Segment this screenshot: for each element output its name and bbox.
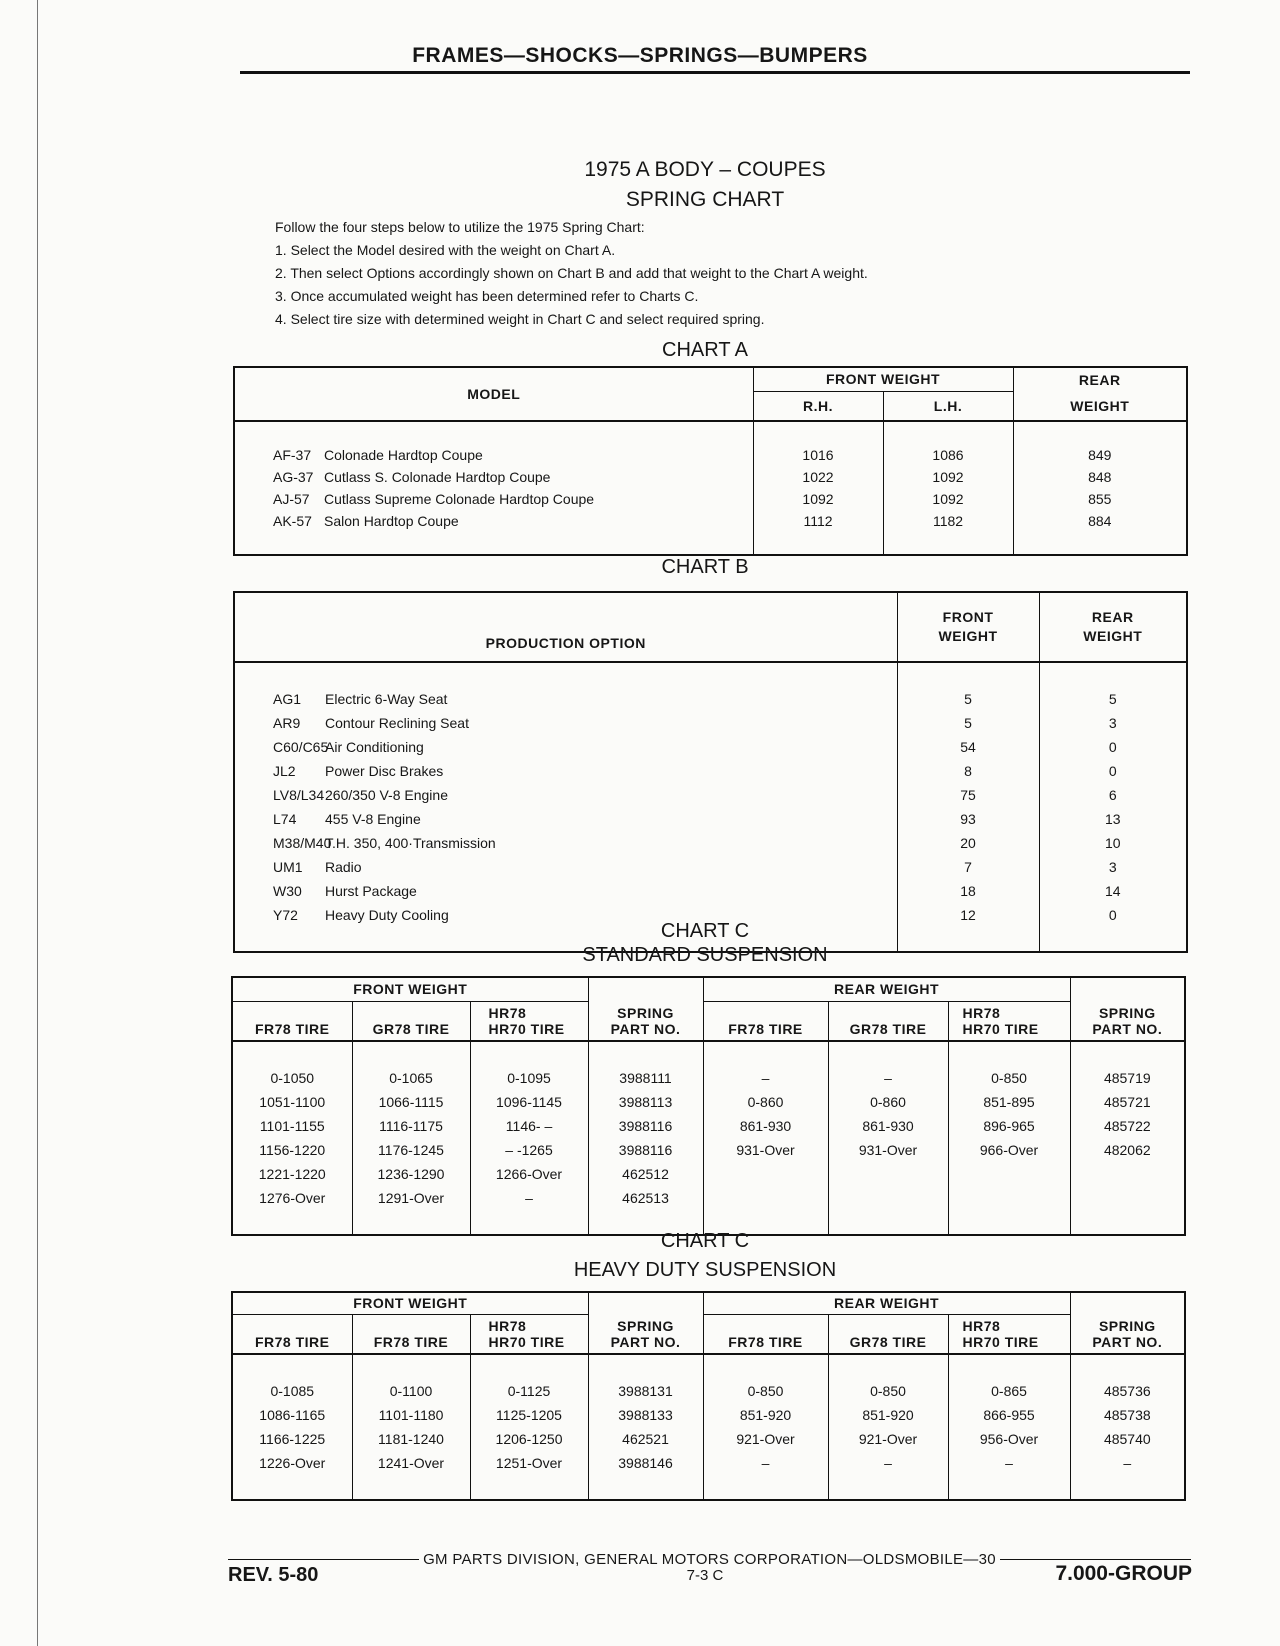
front-weight: 93	[897, 807, 1039, 831]
std-rear-gr78-header: GR78 TIRE	[828, 1001, 948, 1041]
front-weight: 75	[897, 783, 1039, 807]
hd-spring-label: SPRING	[617, 1318, 674, 1334]
std-front-hr78-label: HR78	[488, 1005, 527, 1021]
chart-b-header-front: FRONT	[897, 592, 1039, 626]
front-weight: 5	[897, 711, 1039, 735]
cell	[948, 1162, 1070, 1186]
cell: 0-1125	[470, 1379, 588, 1403]
cell: 931-Over	[703, 1138, 828, 1162]
chart-b-header-rear-weight: WEIGHT	[1039, 626, 1187, 662]
table-row	[234, 807, 1187, 831]
std-front-gr78-header: GR78 TIRE	[352, 1001, 470, 1041]
cell: 931-Over	[828, 1138, 948, 1162]
hd-front-hr78-label: HR78	[488, 1318, 527, 1334]
option-desc: Contour Reclining Seat	[325, 715, 469, 731]
cell: 485721	[1070, 1090, 1185, 1114]
cell: 485738	[1070, 1403, 1185, 1427]
cell: 851-895	[948, 1090, 1070, 1114]
std-front-weight-header: FRONT WEIGHT	[232, 977, 588, 1001]
option-code: Y72	[273, 907, 298, 923]
cell: –	[470, 1186, 588, 1210]
cell: 1206-1250	[470, 1427, 588, 1451]
option-code: LV8/L34	[273, 787, 325, 803]
instruction-step: 3. Once accumulated weight has been determined refer to Charts C.	[275, 288, 699, 304]
front-lh: 1092	[883, 488, 1013, 510]
chart-c-heavy-title: CHART C	[660, 1230, 750, 1252]
table-row	[234, 831, 1187, 855]
cell: 0-860	[828, 1090, 948, 1114]
hd-rear-spring-header	[1070, 1292, 1185, 1354]
option-code: AG1	[273, 691, 302, 707]
chart-c-standard-subtitle: STANDARD SUSPENSION	[582, 944, 828, 966]
cell: 3988116	[588, 1138, 703, 1162]
hd-rear-spring-label: SPRING	[1098, 1318, 1156, 1334]
cell: 1276-Over	[259, 1190, 326, 1206]
cell: 1236-1290	[352, 1162, 470, 1186]
cell: 1221-1220	[258, 1166, 326, 1182]
cell: 3988146	[588, 1451, 703, 1475]
chart-a-header-front-weight: FRONT WEIGHT	[753, 367, 1013, 391]
model-desc: Cutlass Supreme Colonade Hardtop Coupe	[324, 491, 595, 507]
cell	[828, 1186, 948, 1210]
cell: 866-955	[948, 1403, 1070, 1427]
cell	[703, 1186, 828, 1210]
front-rh: 1016	[753, 444, 883, 466]
chart-a-table	[233, 366, 1188, 556]
table-row	[234, 783, 1187, 807]
cell: 0-850	[703, 1379, 828, 1403]
option-desc: 260/350 V-8 Engine	[325, 787, 448, 803]
option-desc: 455 V-8 Engine	[325, 811, 421, 827]
rear-weight: 13	[1039, 807, 1187, 831]
cell: –	[1070, 1451, 1185, 1475]
std-rear-spring-header	[1070, 977, 1185, 1041]
cell: 485736	[1070, 1379, 1185, 1403]
front-rh: 1022	[753, 466, 883, 488]
footer-group: 7.000-GROUP	[1055, 1562, 1192, 1585]
model-desc: Colonade Hardtop Coupe	[324, 447, 483, 463]
option-desc: Electric 6-Way Seat	[325, 691, 448, 707]
front-weight: 54	[897, 735, 1039, 759]
table-row	[234, 759, 1187, 783]
table-row	[232, 1427, 1185, 1451]
footer-division: GM PARTS DIVISION, GENERAL MOTORS CORPORATION—OLDSMOBILE—30	[423, 1551, 996, 1568]
cell: 3988111	[588, 1066, 703, 1090]
table-row	[232, 1090, 1185, 1114]
rear-weight: 849	[1013, 444, 1187, 466]
option-code: M38/M40	[273, 835, 332, 851]
rear-weight: 0	[1039, 903, 1187, 927]
option-desc: Hurst Package	[325, 883, 417, 899]
footer-page-number: 7-3 C	[686, 1567, 724, 1584]
cell: 896-965	[948, 1114, 1070, 1138]
model-desc: Salon Hardtop Coupe	[324, 513, 459, 529]
cell: 0-850	[828, 1379, 948, 1403]
page-margin-line	[37, 0, 38, 1646]
front-weight: 7	[897, 855, 1039, 879]
cell: 485740	[1070, 1427, 1185, 1451]
cell: 485722	[1070, 1114, 1185, 1138]
cell: 1241-Over	[352, 1451, 470, 1475]
chart-a-header-model: MODEL	[234, 367, 753, 421]
front-weight: 8	[897, 759, 1039, 783]
model-code: AJ-57	[273, 491, 310, 507]
rear-weight: 0	[1039, 735, 1187, 759]
rear-weight: 3	[1039, 855, 1187, 879]
cell: 462512	[588, 1162, 703, 1186]
chart-a-header-rear: REAR	[1013, 367, 1187, 391]
table-row	[232, 1162, 1185, 1186]
front-rh: 1112	[753, 510, 883, 532]
option-code: AR9	[273, 715, 301, 731]
table-row	[232, 1114, 1185, 1138]
table-row	[232, 1138, 1185, 1162]
cell: 1226-Over	[259, 1455, 326, 1471]
std-front-hr70-label: HR70 TIRE	[488, 1021, 565, 1037]
cell: 3988113	[588, 1090, 703, 1114]
front-weight: 20	[897, 831, 1039, 855]
chart-a-header-weight: WEIGHT	[1013, 391, 1187, 421]
hd-spring-header	[588, 1292, 703, 1354]
cell	[703, 1162, 828, 1186]
cell: 1146- –	[470, 1114, 588, 1138]
cell: 485719	[1070, 1066, 1185, 1090]
option-code: JL2	[273, 763, 296, 779]
std-rear-hr70-label: HR70 TIRE	[962, 1021, 1039, 1037]
hd-front-hr-header	[470, 1314, 588, 1354]
cell: 0-1085	[270, 1383, 315, 1399]
std-rear-hr78-label: HR78	[962, 1005, 1001, 1021]
document-title: 1975 A BODY – COUPES	[584, 158, 826, 181]
cell: 482062	[1070, 1138, 1185, 1162]
chart-c-standard-table	[231, 976, 1186, 1236]
table-row	[234, 711, 1187, 735]
table-row	[232, 1066, 1185, 1090]
option-desc: T.H. 350, 400·Transmission	[325, 835, 496, 851]
cell	[948, 1186, 1070, 1210]
front-weight: 12	[897, 903, 1039, 927]
cell: 0-860	[703, 1090, 828, 1114]
model-code: AF-37	[273, 447, 312, 463]
table-row	[234, 879, 1187, 903]
cell: 462521	[588, 1427, 703, 1451]
rear-weight: 3	[1039, 711, 1187, 735]
hd-rear-hr70-label: HR70 TIRE	[962, 1334, 1039, 1350]
cell: 1101-1155	[259, 1118, 325, 1134]
table-row	[234, 488, 1187, 510]
std-spring-header	[588, 977, 703, 1041]
table-row	[234, 466, 1187, 488]
hd-rear-gr78-header: GR78 TIRE	[828, 1314, 948, 1354]
table-row	[232, 1451, 1185, 1475]
cell	[1070, 1186, 1185, 1210]
front-rh: 1092	[753, 488, 883, 510]
option-desc: Air Conditioning	[325, 739, 424, 755]
cell: 861-930	[828, 1114, 948, 1138]
front-weight: 18	[897, 879, 1039, 903]
rear-weight: 848	[1013, 466, 1187, 488]
chart-b-header-front-weight: WEIGHT	[897, 626, 1039, 662]
hd-rear-hr78-label: HR78	[962, 1318, 1001, 1334]
cell: 956-Over	[948, 1427, 1070, 1451]
option-desc: Radio	[325, 859, 362, 875]
table-row	[234, 855, 1187, 879]
cell: 3988133	[588, 1403, 703, 1427]
cell: 3988116	[588, 1114, 703, 1138]
option-code: L74	[273, 811, 297, 827]
hd-front-fr78-header: FR78 TIRE	[232, 1314, 352, 1354]
instruction-step: 4. Select tire size with determined weight in Chart C and select required spring.	[275, 311, 765, 327]
chart-a-header-lh: L.H.	[883, 391, 1013, 421]
cell: 1096-1145	[470, 1090, 588, 1114]
chart-c-standard-title: CHART C	[660, 920, 750, 942]
table-row	[234, 444, 1187, 466]
cell	[1070, 1162, 1185, 1186]
std-rear-weight-header: REAR WEIGHT	[703, 977, 1070, 1001]
std-front-fr78-header: FR78 TIRE	[232, 1001, 352, 1041]
hd-rear-weight-header: REAR WEIGHT	[703, 1292, 1070, 1314]
cell: –	[948, 1451, 1070, 1475]
cell: –	[703, 1451, 828, 1475]
cell	[828, 1162, 948, 1186]
cell: –	[828, 1066, 948, 1090]
std-rear-partno-label: PART NO.	[1092, 1021, 1163, 1037]
cell: 1176-1245	[352, 1138, 470, 1162]
cell: 3988131	[588, 1379, 703, 1403]
chart-b-title: CHART B	[661, 556, 749, 578]
cell: –	[828, 1451, 948, 1475]
model-code: AG-37	[273, 469, 314, 485]
rear-weight: 0	[1039, 759, 1187, 783]
cell: 1116-1175	[352, 1114, 470, 1138]
hd-front-fr78b-header: FR78 TIRE	[352, 1314, 470, 1354]
hd-rear-hr-header	[948, 1314, 1070, 1354]
cell: 1156-1220	[259, 1142, 326, 1158]
front-weight: 5	[897, 687, 1039, 711]
hd-front-weight-header: FRONT WEIGHT	[232, 1292, 588, 1314]
section-header: FRAMES—SHOCKS—SPRINGS—BUMPERS	[412, 44, 868, 67]
option-desc: Heavy Duty Cooling	[325, 907, 449, 923]
cell: 1086-1165	[259, 1407, 326, 1423]
rear-weight: 5	[1039, 687, 1187, 711]
table-row	[232, 1186, 1185, 1210]
instructions-intro: Follow the four steps below to utilize the 1975 Spring Chart:	[275, 219, 645, 235]
chart-b-header-option: PRODUCTION OPTION	[234, 592, 897, 662]
option-code: UM1	[273, 859, 303, 875]
table-row	[232, 1379, 1185, 1403]
std-front-hr-header	[470, 1001, 588, 1041]
cell: – -1265	[470, 1138, 588, 1162]
std-spring-label: SPRING	[617, 1005, 674, 1021]
footer-rule-right	[1000, 1559, 1191, 1561]
hd-rear-fr78-header: FR78 TIRE	[703, 1314, 828, 1354]
header-rule	[240, 71, 1190, 74]
std-rear-spring-label: SPRING	[1098, 1005, 1156, 1021]
cell: 1251-Over	[470, 1451, 588, 1475]
cell: 851-920	[703, 1403, 828, 1427]
chart-b-table	[233, 591, 1188, 953]
cell: 1166-1225	[259, 1431, 326, 1447]
cell: 0-1065	[352, 1066, 470, 1090]
footer-rule-left	[228, 1559, 419, 1561]
cell: 1051-1100	[259, 1094, 326, 1110]
option-code: W30	[273, 883, 302, 899]
std-rear-hr-header	[948, 1001, 1070, 1041]
chart-b-header-rear: REAR	[1039, 592, 1187, 626]
rear-weight: 884	[1013, 510, 1187, 532]
std-rear-fr78-header: FR78 TIRE	[703, 1001, 828, 1041]
rear-weight: 855	[1013, 488, 1187, 510]
cell: 1101-1180	[352, 1403, 470, 1427]
front-lh: 1092	[883, 466, 1013, 488]
chart-c-heavy-table	[231, 1291, 1186, 1501]
table-row	[232, 1403, 1185, 1427]
cell: 0-1100	[352, 1379, 470, 1403]
table-row	[234, 735, 1187, 759]
cell: 1066-1115	[352, 1090, 470, 1114]
front-lh: 1182	[883, 510, 1013, 532]
rear-weight: 6	[1039, 783, 1187, 807]
hd-front-hr70-label: HR70 TIRE	[488, 1334, 565, 1350]
footer-division-line	[228, 1551, 1191, 1568]
cell: 921-Over	[703, 1427, 828, 1451]
cell: 861-930	[703, 1114, 828, 1138]
cell: 0-1050	[270, 1070, 315, 1086]
cell: 462513	[588, 1186, 703, 1210]
table-row	[234, 510, 1187, 532]
model-desc: Cutlass S. Colonade Hardtop Coupe	[324, 469, 551, 485]
hd-rear-partno-label: PART NO.	[1092, 1334, 1163, 1350]
chart-a-title: CHART A	[662, 339, 748, 361]
chart-a-header-rh: R.H.	[753, 391, 883, 421]
cell: 966-Over	[948, 1138, 1070, 1162]
footer-revision: REV. 5-80	[228, 1564, 319, 1586]
cell: 921-Over	[828, 1427, 948, 1451]
cell: 0-865	[948, 1379, 1070, 1403]
cell: 0-850	[948, 1066, 1070, 1090]
option-desc: Power Disc Brakes	[325, 763, 444, 779]
option-code: C60/C65	[273, 739, 329, 755]
table-row	[234, 687, 1187, 711]
rear-weight: 10	[1039, 831, 1187, 855]
instruction-step: 2. Then select Options accordingly shown on Chart B and add that weight to the Chart A weight.	[275, 265, 868, 281]
cell: 1266-Over	[470, 1162, 588, 1186]
model-code: AK-57	[273, 513, 312, 529]
cell: 1291-Over	[352, 1186, 470, 1210]
instruction-step: 1. Select the Model desired with the weight on Chart A.	[275, 242, 616, 258]
rear-weight: 14	[1039, 879, 1187, 903]
cell: 1181-1240	[352, 1427, 470, 1451]
front-lh: 1086	[883, 444, 1013, 466]
chart-c-heavy-subtitle: HEAVY DUTY SUSPENSION	[573, 1259, 837, 1281]
hd-partno-label: PART NO.	[610, 1334, 681, 1350]
cell: 851-920	[828, 1403, 948, 1427]
cell: –	[703, 1066, 828, 1090]
cell: 0-1095	[470, 1066, 588, 1090]
document-subtitle: SPRING CHART	[625, 188, 785, 211]
cell: 1125-1205	[470, 1403, 588, 1427]
std-partno-label: PART NO.	[610, 1021, 681, 1037]
